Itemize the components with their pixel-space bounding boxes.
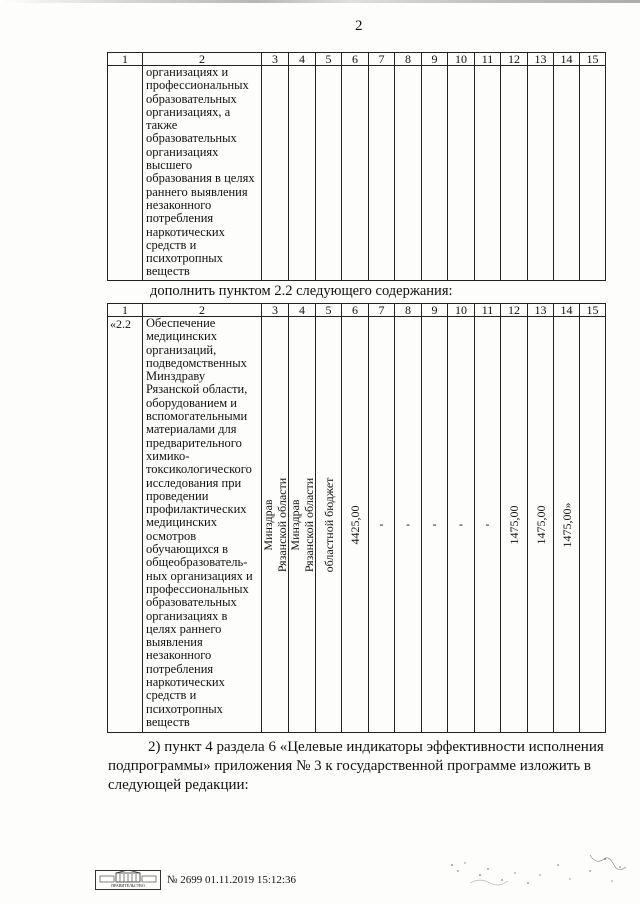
description-line: наркотических — [146, 675, 225, 690]
description-line: организациях и — [146, 65, 229, 79]
description-line: обучающихся в — [146, 542, 229, 557]
col-header: 15 — [580, 304, 606, 317]
item-number: «2.2 — [108, 317, 143, 733]
description-line: наркотических — [146, 224, 225, 239]
description-line: также — [146, 118, 178, 133]
footer — [95, 870, 296, 890]
amendment-line: дополнить пунктом 2.2 следующего содержания: — [150, 283, 453, 299]
col-header: 7 — [369, 304, 395, 317]
description-line: высшего — [146, 158, 193, 173]
description-line: выявления — [146, 635, 203, 650]
col-header: 3 — [262, 53, 289, 66]
year-value-empty: - — [459, 517, 463, 531]
description-line: общеобразователь- — [146, 555, 248, 570]
col-header: 10 — [448, 304, 475, 317]
table-row — [108, 66, 606, 281]
year-value-empty: - — [406, 517, 410, 531]
paragraph-line: следующей редакции: — [108, 777, 249, 793]
table-item-2-2 — [107, 303, 606, 733]
description-line: исследования при — [146, 475, 242, 490]
year-value-empty: - — [485, 517, 490, 531]
executor-cell: Минздрав Рязанской области — [261, 477, 289, 572]
col-header: 8 — [395, 53, 422, 66]
description-line: потребления — [146, 661, 214, 676]
col-header: 4 — [289, 53, 316, 66]
description-line: образовательных — [146, 595, 237, 610]
description-line: образования в целях — [146, 171, 255, 186]
description-line: предварительного — [146, 435, 242, 450]
description-line: профессиональных — [146, 581, 249, 596]
col-header: 5 — [316, 53, 342, 66]
funding-source-cell: областной бюджет — [321, 477, 336, 572]
description-line: веществ — [146, 714, 190, 729]
col-header: 2 — [143, 304, 262, 317]
description-line: медицинских — [146, 329, 217, 344]
description-line: незаконного — [146, 648, 212, 663]
col-header: 13 — [528, 304, 554, 317]
description-line: психотропных — [146, 251, 223, 266]
paragraph-line: 2) пункт 4 раздела 6 «Целевые индикаторы эффективности исполнения — [148, 739, 604, 755]
description-line: раннего выявления — [146, 184, 248, 199]
description-line: образовательных — [146, 91, 237, 106]
col-header: 15 — [580, 53, 606, 66]
description-line: Обеспечение — [146, 316, 216, 330]
description-line: организациях — [146, 144, 219, 159]
government-stamp-icon — [95, 870, 161, 890]
description-line: средств и — [146, 688, 197, 703]
description-line: химико- — [146, 448, 190, 463]
col-header: 10 — [448, 53, 475, 66]
col-header: 9 — [422, 304, 448, 317]
col-header: 7 — [369, 53, 395, 66]
total-amount-cell: 4425,00 — [348, 505, 362, 544]
amendment-paragraph — [108, 738, 616, 795]
description-cell — [143, 317, 262, 733]
col-header: 1 — [108, 53, 143, 66]
year-value: 1475,00 — [507, 505, 521, 544]
description-line: организациях в — [146, 608, 228, 623]
col-header: 14 — [554, 53, 580, 66]
stamp-text: ПРАВИТЕЛЬСТВО — [111, 883, 145, 888]
description-line: целях раннего — [146, 621, 222, 636]
description-line: материалами для — [146, 422, 237, 437]
col-header: 13 — [528, 53, 554, 66]
col-header: 12 — [501, 53, 528, 66]
col-header: 8 — [395, 304, 422, 317]
description-line: профилактических — [146, 502, 247, 517]
col-header: 14 — [554, 304, 580, 317]
description-line: Минздраву — [146, 369, 206, 384]
description-line: потребления — [146, 211, 214, 226]
col-header: 4 — [289, 304, 316, 317]
description-line: психотропных — [146, 701, 223, 716]
col-header: 5 — [316, 304, 342, 317]
description-line: веществ — [146, 264, 190, 279]
col-header: 9 — [422, 53, 448, 66]
description-line: осмотров — [146, 528, 197, 543]
description-line: медицинских — [146, 515, 217, 530]
description-line: проведении — [146, 488, 209, 503]
description-line: ных организациях и — [146, 568, 253, 583]
col-header: 11 — [475, 53, 501, 66]
document-registration: № 2699 01.11.2019 15:12:36 — [167, 874, 296, 886]
year-value: 1475,00» — [559, 502, 574, 547]
header-row — [108, 304, 606, 317]
description-line: организациях, а — [146, 104, 231, 119]
year-value-empty: - — [432, 517, 437, 531]
col-header: 6 — [342, 53, 369, 66]
description-line: профессиональных — [146, 78, 249, 93]
col-header: 3 — [262, 304, 289, 317]
description-line: организаций, — [146, 342, 217, 357]
col-header: 1 — [108, 304, 143, 317]
description-line: подведомственных — [146, 355, 247, 370]
coexecutor-cell: Минздрав Рязанской области — [288, 477, 316, 572]
description-line: токсикологического — [146, 462, 252, 477]
description-line: вспомогательными — [146, 409, 248, 424]
table-continuation — [107, 52, 606, 281]
year-value: 1475,00 — [533, 505, 548, 544]
header-row — [108, 53, 606, 66]
col-header: 2 — [143, 53, 262, 66]
paragraph-line: подпрограммы» приложения № 3 к государственной программе изложить в — [108, 758, 591, 774]
description-cell — [143, 66, 262, 281]
page-number: 2 — [355, 18, 363, 34]
table-row — [108, 317, 606, 733]
description-line: незаконного — [146, 197, 212, 212]
col-header: 12 — [501, 304, 528, 317]
description-line: оборудованием и — [146, 395, 237, 410]
description-line: Рязанской области, — [146, 382, 248, 397]
scan-edge — [0, 0, 640, 3]
col-header: 6 — [342, 304, 369, 317]
description-line: образовательных — [146, 131, 237, 146]
signature-scan-marks-icon — [440, 845, 630, 895]
year-value-empty: - — [379, 517, 384, 531]
col-header: 11 — [475, 304, 501, 317]
description-line: средств и — [146, 237, 197, 252]
